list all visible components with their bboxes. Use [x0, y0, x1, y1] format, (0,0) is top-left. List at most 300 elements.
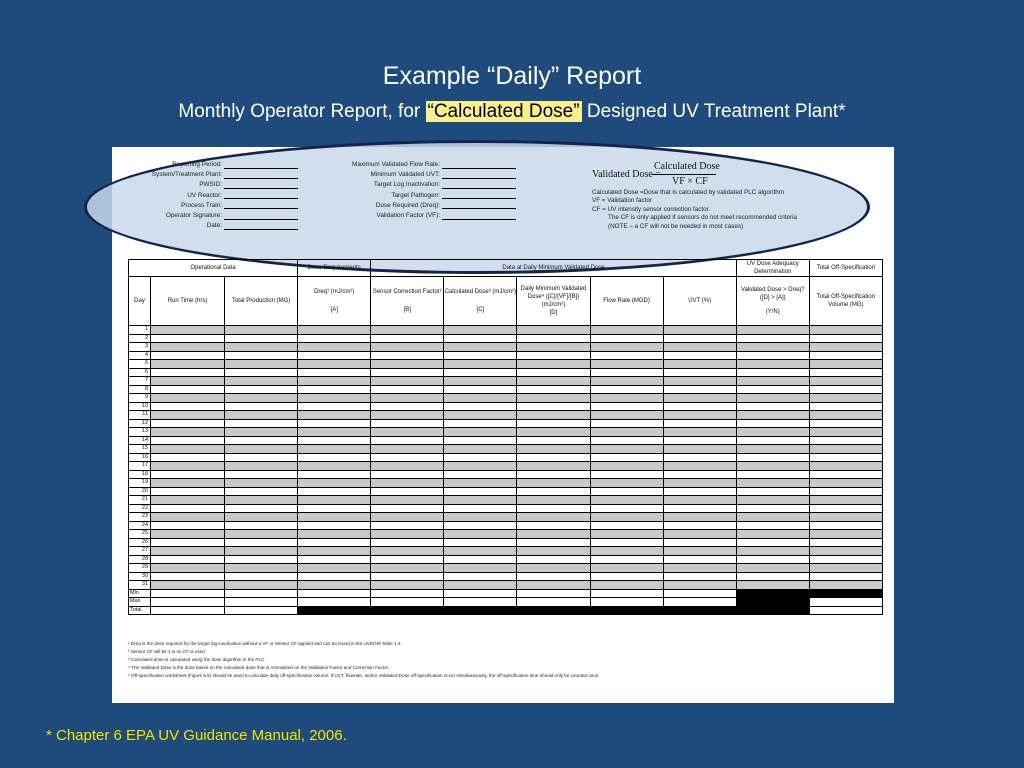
data-cell	[298, 462, 371, 471]
data-cell	[736, 496, 809, 505]
summary-label: Total	[129, 606, 151, 615]
table-row	[129, 343, 883, 352]
summary-cell	[663, 589, 736, 598]
data-cell	[151, 436, 225, 445]
data-cell	[444, 572, 517, 581]
data-cell	[590, 538, 663, 547]
header-field-blank	[224, 182, 298, 189]
table-row	[129, 462, 883, 471]
header-field-blank	[224, 202, 298, 209]
data-cell	[736, 453, 809, 462]
data-cell	[590, 402, 663, 411]
day-cell: 4	[129, 351, 151, 360]
data-cell	[663, 572, 736, 581]
header-field-label: Maximum Validated Flow Rate:	[352, 161, 440, 169]
data-cell	[225, 547, 298, 556]
summary-cell	[590, 598, 663, 607]
day-cell: 25	[129, 530, 151, 539]
data-cell	[298, 479, 371, 488]
data-cell	[736, 326, 809, 335]
data-cell	[151, 487, 225, 496]
data-cell	[371, 581, 444, 590]
data-cell	[444, 351, 517, 360]
data-cell	[298, 487, 371, 496]
data-cell	[151, 513, 225, 522]
data-cell	[225, 402, 298, 411]
data-cell	[151, 453, 225, 462]
data-cell	[225, 564, 298, 573]
summary-cell	[663, 606, 736, 615]
col-daily-min	[517, 277, 590, 326]
data-cell	[225, 521, 298, 530]
summary-cell	[298, 598, 371, 607]
header-field	[320, 211, 516, 221]
summary-label: Max	[129, 598, 151, 607]
summary-cell	[371, 598, 444, 607]
data-cell	[663, 326, 736, 335]
definition-line: VF = Validation factor	[592, 197, 652, 205]
data-cell	[663, 470, 736, 479]
data-cell	[151, 360, 225, 369]
header-field	[128, 191, 298, 201]
data-cell	[663, 343, 736, 352]
data-cell	[371, 496, 444, 505]
data-cell	[225, 326, 298, 335]
header-field	[128, 221, 298, 231]
slide-subtitle	[0, 101, 1024, 123]
table-row	[129, 487, 883, 496]
summary-cell	[736, 598, 809, 607]
data-cell	[517, 385, 590, 394]
summary-cell	[225, 589, 298, 598]
data-cell	[663, 581, 736, 590]
data-cell	[517, 419, 590, 428]
data-cell	[517, 411, 590, 420]
col-calc-dose-label: Calculated Dose³ (mJ/cm²)	[444, 289, 517, 295]
col-off-spec: Total Off-Specification Volume (MG)	[809, 277, 882, 326]
data-cell	[590, 343, 663, 352]
day-cell: 26	[129, 538, 151, 547]
data-cell	[663, 377, 736, 386]
data-cell	[809, 334, 882, 343]
data-cell	[663, 428, 736, 437]
data-cell	[736, 564, 809, 573]
data-cell	[444, 453, 517, 462]
data-cell	[151, 581, 225, 590]
data-cell	[590, 419, 663, 428]
data-cell	[663, 394, 736, 403]
data-cell	[736, 360, 809, 369]
table-footnotes	[128, 640, 598, 680]
data-cell	[663, 530, 736, 539]
header-field-blank	[224, 192, 298, 199]
data-cell	[151, 564, 225, 573]
data-cell	[736, 547, 809, 556]
data-cell	[517, 377, 590, 386]
data-cell	[736, 479, 809, 488]
table-row	[129, 360, 883, 369]
data-cell	[517, 581, 590, 590]
data-cell	[663, 368, 736, 377]
data-cell	[298, 470, 371, 479]
data-cell	[444, 470, 517, 479]
data-cell	[590, 521, 663, 530]
data-cell	[517, 394, 590, 403]
summary-cell	[298, 589, 371, 598]
data-cell	[517, 538, 590, 547]
data-cell	[371, 538, 444, 547]
data-cell	[151, 462, 225, 471]
day-cell: 18	[129, 470, 151, 479]
col-adequacy	[736, 277, 809, 326]
data-cell	[371, 402, 444, 411]
data-cell	[151, 504, 225, 513]
data-cell	[517, 368, 590, 377]
formula-lhs: Validated Dose =	[592, 169, 661, 180]
header-field	[128, 170, 298, 180]
data-cell	[517, 564, 590, 573]
data-cell	[590, 411, 663, 420]
summary-cell	[809, 589, 882, 598]
data-cell	[298, 334, 371, 343]
col-dreq	[298, 277, 371, 326]
data-cell	[590, 555, 663, 564]
table-row	[129, 453, 883, 462]
data-cell	[371, 487, 444, 496]
data-cell	[298, 521, 371, 530]
day-cell: 5	[129, 360, 151, 369]
day-cell: 29	[129, 564, 151, 573]
table-row	[129, 436, 883, 445]
header-field-blank	[442, 213, 516, 220]
table-row	[129, 504, 883, 513]
data-cell	[298, 445, 371, 454]
data-cell	[298, 343, 371, 352]
data-cell	[517, 479, 590, 488]
summary-cell	[517, 598, 590, 607]
data-cell	[225, 436, 298, 445]
data-cell	[444, 419, 517, 428]
day-cell: 31	[129, 581, 151, 590]
data-cell	[736, 504, 809, 513]
summary-row	[129, 589, 883, 598]
data-cell	[225, 368, 298, 377]
data-cell	[371, 453, 444, 462]
data-cell	[590, 470, 663, 479]
data-cell	[736, 513, 809, 522]
data-cell	[151, 572, 225, 581]
table-row	[129, 402, 883, 411]
data-cell	[371, 462, 444, 471]
table-row	[129, 530, 883, 539]
data-cell	[225, 360, 298, 369]
table-row	[129, 445, 883, 454]
summary-cell	[809, 598, 882, 607]
data-cell	[371, 360, 444, 369]
data-cell	[444, 411, 517, 420]
summary-row	[129, 606, 883, 615]
group-daily-min-data: Data at Daily Minimum Validated Dose	[371, 260, 736, 277]
data-cell	[809, 572, 882, 581]
slide-title: Example “Daily” Report	[382, 62, 642, 90]
data-cell	[809, 530, 882, 539]
data-cell	[663, 385, 736, 394]
data-cell	[371, 377, 444, 386]
footnote-line: ⁵ Off-specification worksheet (Figure 6.5) should be used to calculate daily off-specification volume. If UVT, flowrate, and/or Validated Dose off-specification occur simultaneously, the off-specification time should only be counted once	[128, 673, 599, 678]
data-cell	[736, 343, 809, 352]
data-cell	[371, 326, 444, 335]
formula-denominator: VF × CF	[672, 176, 708, 187]
header-field-label: Target Log Inactivation:	[373, 181, 440, 189]
data-cell	[298, 351, 371, 360]
data-cell	[809, 411, 882, 420]
data-cell	[809, 453, 882, 462]
data-cell	[663, 496, 736, 505]
data-cell	[517, 453, 590, 462]
data-cell	[371, 419, 444, 428]
table-row	[129, 479, 883, 488]
table-row	[129, 377, 883, 386]
day-cell: 3	[129, 343, 151, 352]
data-cell	[736, 538, 809, 547]
data-cell	[736, 581, 809, 590]
day-cell: 9	[129, 394, 151, 403]
data-cell	[371, 411, 444, 420]
table-row	[129, 521, 883, 530]
day-cell: 13	[129, 428, 151, 437]
data-cell	[517, 351, 590, 360]
data-cell	[590, 462, 663, 471]
summary-cell	[809, 606, 882, 615]
header-field-label: Reporting Period:	[172, 161, 222, 169]
data-cell	[809, 368, 882, 377]
header-field	[128, 180, 298, 190]
data-cell	[590, 360, 663, 369]
data-cell	[517, 462, 590, 471]
data-cell	[151, 445, 225, 454]
col-calc-dose-ref: [C]	[476, 307, 485, 313]
group-operational-data: Operational Data	[129, 260, 298, 277]
header-field-label: UV Reactor:	[187, 191, 222, 199]
col-calc-dose	[444, 277, 517, 326]
data-cell	[225, 555, 298, 564]
group-dose-requirements: Dose Requirements	[298, 260, 371, 277]
data-cell	[517, 504, 590, 513]
day-cell: 16	[129, 453, 151, 462]
summary-cell	[151, 598, 225, 607]
data-cell	[736, 402, 809, 411]
day-cell: 15	[129, 445, 151, 454]
data-cell	[590, 368, 663, 377]
data-cell	[736, 394, 809, 403]
data-cell	[663, 521, 736, 530]
header-field-blank	[442, 202, 516, 209]
data-cell	[225, 479, 298, 488]
col-dreq-ref: [A]	[330, 307, 338, 313]
data-cell	[517, 402, 590, 411]
data-cell	[151, 538, 225, 547]
summary-row	[129, 598, 883, 607]
data-cell	[663, 504, 736, 513]
data-cell	[225, 581, 298, 590]
data-cell	[809, 513, 882, 522]
header-field-blank	[224, 162, 298, 169]
data-cell	[590, 547, 663, 556]
data-cell	[151, 385, 225, 394]
col-day: Day	[129, 277, 151, 326]
day-cell: 12	[129, 419, 151, 428]
data-cell	[298, 504, 371, 513]
header-field	[320, 160, 516, 170]
data-cell	[298, 377, 371, 386]
header-field	[320, 191, 516, 201]
data-cell	[736, 428, 809, 437]
summary-cell	[444, 606, 517, 615]
data-cell	[517, 513, 590, 522]
header-field-label: System/Treatment Plant:	[151, 171, 222, 179]
data-cell	[809, 385, 882, 394]
table-row	[129, 368, 883, 377]
data-cell	[809, 538, 882, 547]
data-cell	[225, 445, 298, 454]
table-row	[129, 326, 883, 335]
table-row	[129, 334, 883, 343]
data-cell	[809, 470, 882, 479]
data-cell	[371, 555, 444, 564]
summary-label: Min	[129, 589, 151, 598]
data-cell	[590, 479, 663, 488]
header-fields-middle	[320, 160, 516, 221]
data-cell	[444, 334, 517, 343]
data-cell	[809, 487, 882, 496]
data-cell	[517, 547, 590, 556]
data-cell	[298, 428, 371, 437]
data-cell	[298, 360, 371, 369]
day-cell: 28	[129, 555, 151, 564]
data-cell	[736, 334, 809, 343]
data-cell	[590, 334, 663, 343]
subtitle-suffix: Designed UV Treatment Plant*	[581, 101, 846, 122]
data-cell	[371, 368, 444, 377]
col-sensor-cf-label: Sensor Correction Factor²	[372, 289, 442, 295]
data-cell	[298, 411, 371, 420]
table-row	[129, 555, 883, 564]
data-cell	[225, 496, 298, 505]
data-cell	[371, 572, 444, 581]
summary-cell	[663, 598, 736, 607]
data-cell	[298, 402, 371, 411]
definition-line: The CF is only applied if sensors do not meet recommended criteria	[608, 214, 797, 222]
col-run-time: Run Time (hrs)	[151, 277, 225, 326]
data-cell	[663, 538, 736, 547]
summary-cell	[517, 589, 590, 598]
data-cell	[809, 377, 882, 386]
data-cell	[444, 504, 517, 513]
day-cell: 21	[129, 496, 151, 505]
header-field-label: Dose Required (Dreq):	[375, 201, 440, 209]
data-cell	[736, 445, 809, 454]
data-cell	[590, 394, 663, 403]
day-cell: 20	[129, 487, 151, 496]
data-cell	[371, 343, 444, 352]
data-cell	[444, 360, 517, 369]
data-cell	[517, 428, 590, 437]
data-cell	[298, 555, 371, 564]
data-cell	[444, 496, 517, 505]
data-cell	[590, 385, 663, 394]
data-cell	[371, 530, 444, 539]
data-cell	[371, 334, 444, 343]
summary-cell	[590, 589, 663, 598]
footnote-line: ¹ Dreq is the dose required for the target log inactivation without a VF or Sensor CF applied and can be found in the UVDGM Table 1.4.	[128, 641, 402, 646]
summary-cell	[151, 606, 225, 615]
col-total-production: Total Production (MG)	[225, 277, 298, 326]
data-cell	[517, 530, 590, 539]
data-cell	[444, 385, 517, 394]
data-cell	[151, 411, 225, 420]
data-cell	[298, 572, 371, 581]
data-cell	[371, 428, 444, 437]
data-cell	[151, 351, 225, 360]
data-cell	[444, 555, 517, 564]
summary-cell	[736, 606, 809, 615]
footnote-line: ² Sensor CF will be 1 is no CF is used	[128, 649, 205, 654]
header-field-blank	[224, 213, 298, 220]
table-row	[129, 351, 883, 360]
data-cell	[663, 411, 736, 420]
data-cell	[590, 377, 663, 386]
formula-numerator: Calculated Dose	[654, 161, 720, 172]
data-cell	[298, 581, 371, 590]
day-cell: 10	[129, 402, 151, 411]
daily-report-table	[128, 259, 883, 615]
header-field	[128, 160, 298, 170]
data-cell	[151, 555, 225, 564]
day-cell: 2	[129, 334, 151, 343]
data-cell	[371, 394, 444, 403]
data-cell	[225, 394, 298, 403]
header-field-label: PWSID:	[199, 181, 222, 189]
data-cell	[809, 504, 882, 513]
header-field-blank	[442, 182, 516, 189]
data-cell	[663, 555, 736, 564]
data-cell	[225, 377, 298, 386]
data-cell	[736, 462, 809, 471]
data-cell	[298, 419, 371, 428]
table-row	[129, 394, 883, 403]
data-cell	[809, 428, 882, 437]
table-row	[129, 564, 883, 573]
data-cell	[298, 436, 371, 445]
data-cell	[371, 385, 444, 394]
data-cell	[663, 513, 736, 522]
data-cell	[590, 572, 663, 581]
data-cell	[663, 334, 736, 343]
data-cell	[444, 377, 517, 386]
header-field-blank	[224, 223, 298, 230]
data-cell	[444, 487, 517, 496]
data-cell	[225, 572, 298, 581]
data-cell	[663, 419, 736, 428]
footnote-line: ³ Calculated dose is calculated using the dose algorithm in the PLC.	[128, 657, 266, 662]
table-row	[129, 419, 883, 428]
data-cell	[663, 462, 736, 471]
header-field	[320, 180, 516, 190]
data-cell	[225, 462, 298, 471]
table-row	[129, 538, 883, 547]
data-cell	[736, 487, 809, 496]
data-cell	[517, 436, 590, 445]
